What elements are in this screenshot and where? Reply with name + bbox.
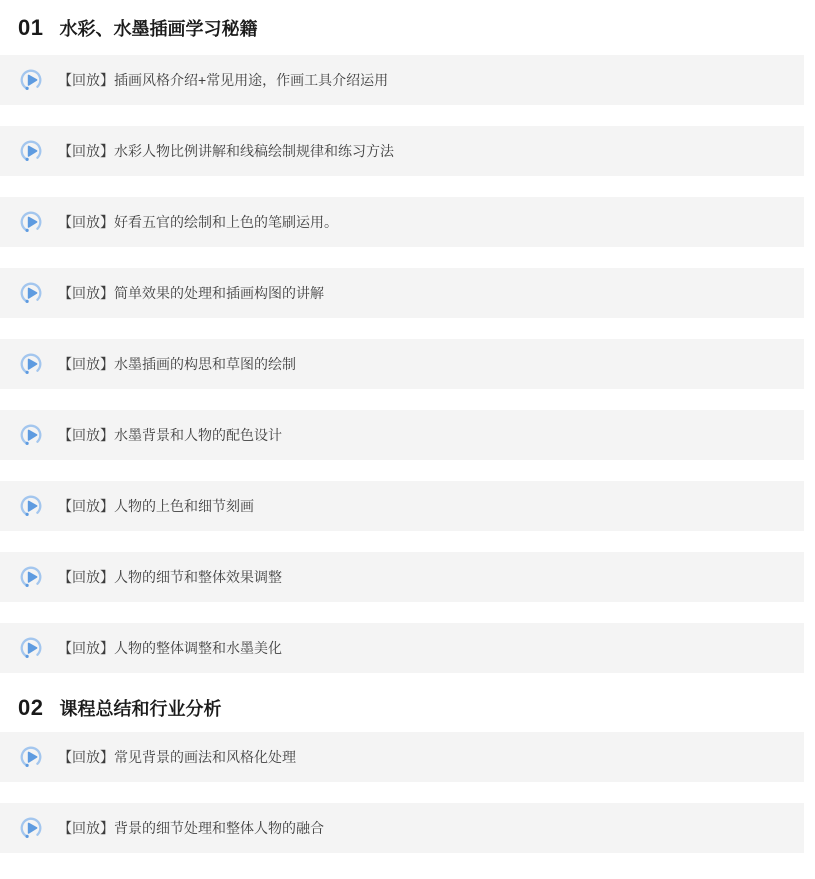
- replay-play-circle-icon: [18, 422, 44, 448]
- lesson-title: 【回放】水墨背景和人物的配色设计: [58, 427, 282, 443]
- lesson-item[interactable]: [0, 803, 804, 853]
- section-title: 课程总结和行业分析: [59, 699, 222, 719]
- lesson-title: 【回放】常见背景的画法和风格化处理: [58, 749, 296, 765]
- lesson-title: 【回放】背景的细节处理和整体人物的融合: [58, 820, 324, 836]
- replay-play-circle-icon: [18, 209, 44, 235]
- lesson-item[interactable]: [0, 268, 804, 318]
- lesson-item[interactable]: [0, 732, 804, 782]
- section-heading-1: [0, 14, 815, 43]
- replay-play-circle-icon: [18, 635, 44, 661]
- lesson-title: 【回放】人物的上色和细节刻画: [58, 498, 254, 514]
- lesson-item[interactable]: [0, 623, 804, 673]
- section-number: 01: [18, 15, 44, 40]
- replay-play-circle-icon: [18, 744, 44, 770]
- lesson-title: 【回放】简单效果的处理和插画构图的讲解: [58, 285, 324, 301]
- replay-play-circle-icon: [18, 815, 44, 841]
- lesson-item[interactable]: [0, 339, 804, 389]
- replay-play-circle-icon: [18, 351, 44, 377]
- section-heading-2: [0, 694, 815, 723]
- section-number: 02: [18, 695, 44, 720]
- replay-play-circle-icon: [18, 564, 44, 590]
- lesson-title: 【回放】人物的整体调整和水墨美化: [58, 640, 282, 656]
- replay-play-circle-icon: [18, 67, 44, 93]
- lesson-item[interactable]: [0, 197, 804, 247]
- replay-play-circle-icon: [18, 493, 44, 519]
- lesson-title: 【回放】插画风格介绍+常见用途，作画工具介绍运用: [58, 72, 389, 88]
- replay-play-circle-icon: [18, 280, 44, 306]
- lesson-item[interactable]: [0, 55, 804, 105]
- lesson-item[interactable]: [0, 552, 804, 602]
- section-title: 水彩、水墨插画学习秘籍: [59, 19, 258, 39]
- lesson-item[interactable]: [0, 481, 804, 531]
- lesson-item[interactable]: [0, 126, 804, 176]
- lesson-title: 【回放】好看五官的绘制和上色的笔刷运用。: [58, 214, 338, 230]
- replay-play-circle-icon: [18, 138, 44, 164]
- lesson-title: 【回放】人物的细节和整体效果调整: [58, 569, 282, 585]
- lesson-item[interactable]: [0, 410, 804, 460]
- lesson-title: 【回放】水墨插画的构思和草图的绘制: [58, 356, 296, 372]
- lesson-title: 【回放】水彩人物比例讲解和线稿绘制规律和练习方法: [58, 143, 394, 159]
